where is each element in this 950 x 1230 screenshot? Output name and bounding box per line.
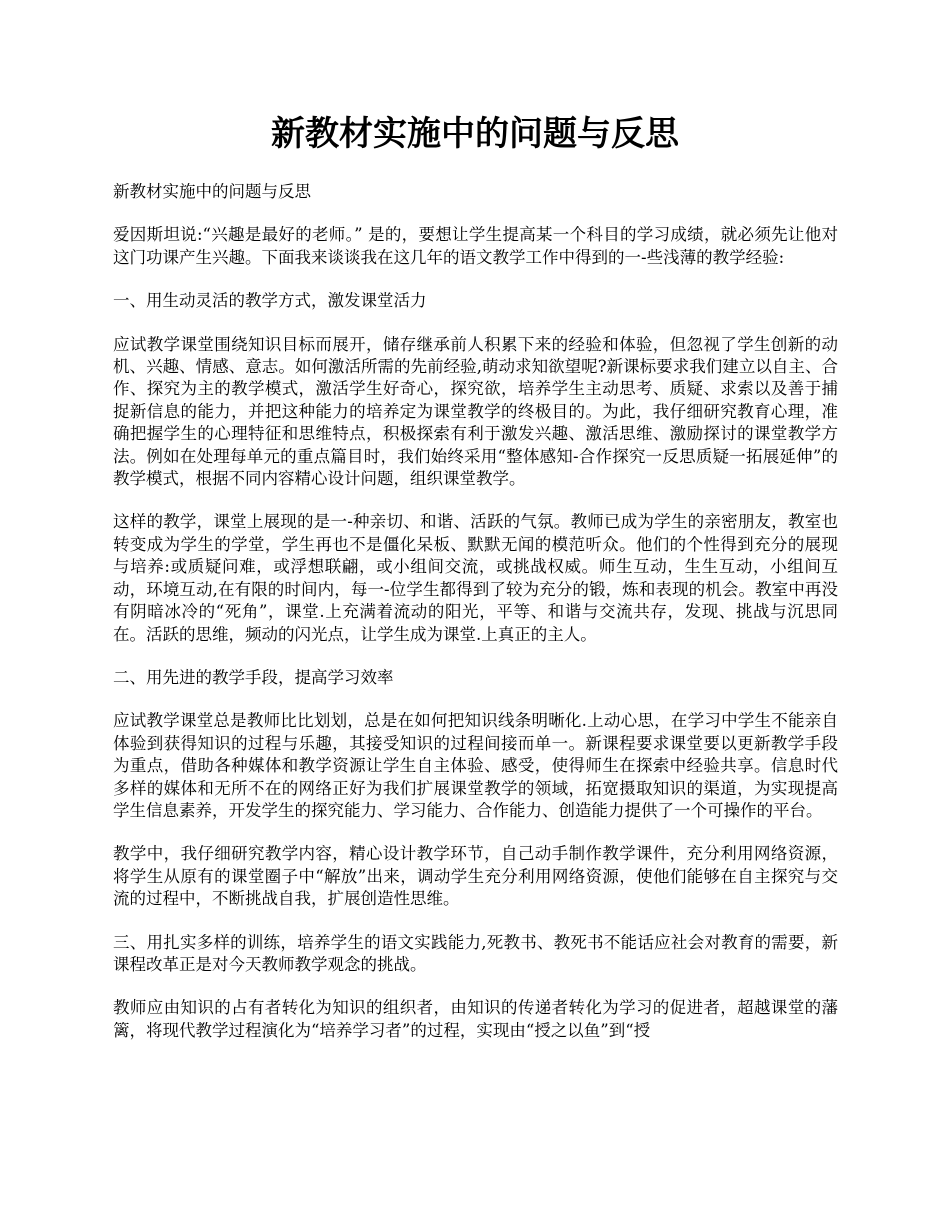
paragraph: 应试教学课堂总是教师比比划划，总是在如何把知识线条明晰化.上动心思，在学习中学生不能亲自体验到获得知识的过程与乐趣，其接受知识的过程间接而单一。新课程要求课堂要以更新教学手段为重点，借助各种媒体和教学资源让学生自主体验、感受，使得师生在探索中经验共享。信息时代多样的媒体和无所不在的网络正好为我们扩展课堂教学的领域，拓宽摄取知识的渠道，为实现提高学生信息素养，开发学生的探究能力、学习能力、合作能力、创造能力提供了一个可操作的平台。 <box>113 711 838 820</box>
paragraph: 应试教学课堂围绕知识目标而展开，储存继承前人积累下来的经验和体验，但忽视了学生创新的动机、兴趣、情感、意志。如何激活所需的先前经验,萌动求知欲望呢?新课标要求我们建立以自主、合作、探究为主的教学模式，激活学生好奇心，探究欲，培养学生主动思考、质疑、求索以及善于捕捉新信息的能力，并把这种能力的培养定为课堂教学的终极目的。为此，我仔细研究教育心理，准确把握学生的心理特征和思维特点，积极探索有利于激发兴趣、激活思维、激励探讨的课堂教学方法。例如在处理每单元的重点篇目时，我们始终采用“整体感知-合作探究一反思质疑一拓展延伸”的教学模式，根据不同内容精心设计问题，组织课堂教学。 <box>113 334 838 489</box>
paragraph: 这样的教学，课堂上展现的是一-种亲切、和谐、活跃的气氛。教师已成为学生的亲密朋友，教室也转变成为学生的学堂，学生再也不是僵化呆板、默默无闻的模范听众。他们的个性得到充分的展现与培养:或质疑问难，或浮想联翩，或小组间交流，或挑战权威。师生互动，生生互动，小组间互动，环境互动,在有限的时间内，每一-位学生都得到了较为充分的锻，炼和表现的机会。教室中再没有阴暗冰冷的“死角”，课堂.上充满着流动的阳光，平等、和谐与交流共存，发现、挑战与沉思同在。活跃的思维，频动的闪光点，让学生成为课堂.上真正的主人。 <box>113 512 838 644</box>
paragraph: 教学中，我仔细研究教学内容，精心设计教学环节，自己动手制作教学课件，充分利用网络资源，将学生从原有的课堂圈子中“解放”出来，调动学生充分利用网络资源，使他们能够在自主探究与交流的过程中，不断挑战自我，扩展创造性思维。 <box>113 844 838 909</box>
document-body <box>113 181 838 1063</box>
document-title: 新教材实施中的问题与反思 <box>271 114 679 154</box>
section-heading-3: 三、用扎实多样的训练，培养学生的语文实践能力,死教书、教死书不能话应社会对教育的需要，新课程改革正是对今天教师教学观念的挑战。 <box>113 932 838 974</box>
section-heading-1: 一、用生动灵活的教学方式，激发课堂活力 <box>113 291 427 311</box>
paragraph-subtitle: 新教材实施中的问题与反思 <box>113 182 311 201</box>
paragraph: 教师应由知识的占有者转化为知识的组织者，由知识的传递者转化为学习的促进者，超越课堂的藩篱，将现代教学过程演化为“培养学习者”的过程，实现由“授之以鱼”到“授 <box>113 998 838 1040</box>
section-heading-2: 二、用先进的教学手段，提高学习效率 <box>113 667 394 687</box>
paragraph-intro: 爱因斯坦说:“兴趣是最好的老师。” 是的，要想让学生提高某一个科目的学习成绩，就必须先让他对这门功课产生兴趣。下面我来谈谈我在这几年的语文教学工作中得到的一-些浅薄的教学经验: <box>113 225 838 267</box>
